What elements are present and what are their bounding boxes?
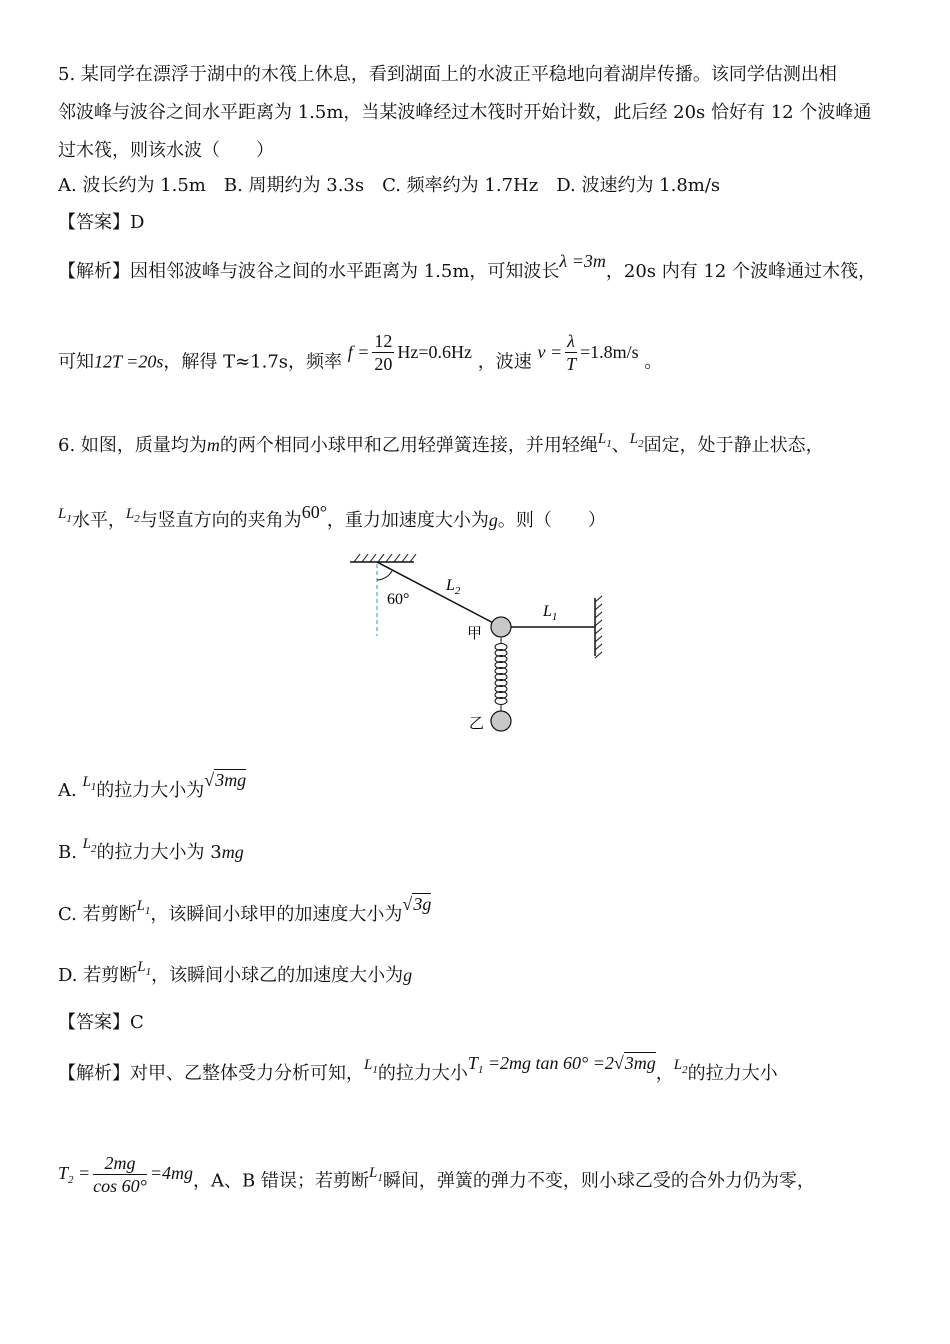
q6-answer: 【答案】C xyxy=(58,1012,144,1033)
optC-value: √3g xyxy=(402,894,432,914)
q5-v-den: T xyxy=(566,354,577,374)
q6-option-d: D. 若剪断$^{L_1}$，该瞬间小球乙的加速度大小为g xyxy=(58,959,413,986)
q5-v-rhs: =1.8m/s xyxy=(579,341,639,362)
an2-L1: L1 xyxy=(368,1164,383,1184)
label-jia: 甲 xyxy=(467,626,483,642)
q5-v-fraction xyxy=(565,330,577,375)
q5-f-rhs: Hz=0.6Hz xyxy=(397,341,473,362)
optB-L2: L2 xyxy=(82,836,97,855)
wall-hatch xyxy=(595,596,602,658)
optA-value: √3mg xyxy=(204,770,247,790)
q6-text: 6. 如图，质量均为 xyxy=(58,435,207,456)
label-yi: 乙 xyxy=(469,716,485,732)
optB-value: mg xyxy=(221,842,244,862)
q6-L2-b: L2 xyxy=(125,506,140,525)
q5-options: A. 波长约为 1.5m B. 周期约为 3.3s C. 频率约为 1.7Hz D. 波速约为 1.8m/s xyxy=(58,175,721,196)
q5-analysis-text2: ，20s 内有 12 个波峰通过木筏， xyxy=(605,261,877,282)
angle-label: 60° xyxy=(387,591,410,608)
q5-speed-formula xyxy=(537,331,645,374)
q6-L1: L1 xyxy=(597,431,612,450)
q5-text-e: ，波速 xyxy=(477,351,532,373)
q6-text-c: 固定，处于静止状态， xyxy=(643,435,824,456)
q5-line1: 5. 某同学在漂浮于湖中的木筏上休息，看到湖面上的水波正平稳地向着湖岸传播。该同学估测出相 xyxy=(58,64,837,85)
q5-f-lhs: f = xyxy=(347,341,370,362)
q5-text-c: 可知 xyxy=(58,351,94,373)
ball-jia xyxy=(491,617,511,637)
angle-arc xyxy=(377,571,392,580)
q5-line2: 邻波峰与波谷之间水平距离为 1.5m，当某波峰经过木筏时开始计数，此后经 20s 恰好有 12 个波峰通 xyxy=(58,102,872,123)
q6-sep: 、 xyxy=(611,435,630,456)
q5-line3: 过木筏，则该水波（ ） xyxy=(58,140,274,161)
optD-value: g xyxy=(403,965,413,985)
q5-text-f: 。 xyxy=(644,351,663,373)
q5-v-num: λ xyxy=(567,331,575,351)
optA-L1: L1 xyxy=(82,774,97,793)
q6-line2 xyxy=(58,502,606,540)
q6-text-2b: 与竖直方向的夹角为 xyxy=(139,510,302,531)
q5-eq1: 12T =20s xyxy=(94,351,164,372)
q6-text-2d: 。则（ ） xyxy=(497,510,606,531)
q6-text-b: 的两个相同小球甲和乙用轻弹簧连接，并用轻绳 xyxy=(219,435,598,456)
q6-text-2c: ，重力加速度大小为 xyxy=(326,510,489,531)
ball-yi xyxy=(491,711,511,731)
q6-option-b: B. $^{L_2}$的拉力大小为 3mg xyxy=(58,836,244,863)
q5-f-fraction xyxy=(372,330,394,375)
an-T1-eq: $T_1 =2mg$ tan 60° =2√3mg xyxy=(467,1053,656,1076)
label-L1: $L_1$ xyxy=(543,603,558,623)
q5-answer: 【答案】D xyxy=(58,212,145,233)
q5-analysis-line2 xyxy=(58,331,663,385)
optC-L1: L1 xyxy=(136,898,151,917)
q6-analysis-line2: $T_2$ = $\frac{2mg}{\cos 60^\circ}$ =4mg，A、B 错误；若剪断$^{L_1}$瞬间，弹簧的弹力不变，则小球乙受的合外力仍为零， xyxy=(58,1153,815,1196)
q6-figure xyxy=(340,550,620,740)
q5-analysis-line1 xyxy=(58,251,877,285)
spring xyxy=(495,638,507,711)
q5-analysis-text: 【解析】因相邻波峰与波谷之间的水平距离为 1.5m，可知波长 xyxy=(58,261,560,282)
an-T2-eq: $T_2$ = $\frac{2mg}{\cos 60^\circ}$ =4mg xyxy=(58,1153,194,1196)
q5-v-lhs: v = xyxy=(537,341,563,362)
q6-analysis-line1: 【解析】对甲、乙整体受力分析可知，$^{L_1}$的拉力大小$T_1 =2mg$ tan 60° =2√3mg，$^{L_2}$的拉力大小 xyxy=(58,1053,778,1084)
q6-L2: L2 xyxy=(629,431,644,450)
q6-option-a: A. $^{L_1}$的拉力大小为√3mg xyxy=(58,770,247,801)
q6-option-c: C. 若剪断$^{L_1}$，该瞬间小球甲的加速度大小为√3g xyxy=(58,894,432,925)
optD-L1: L1 xyxy=(137,959,152,978)
q6-line1 xyxy=(58,432,824,465)
q5-f-num: 12 xyxy=(374,331,393,351)
ceiling-hatch xyxy=(354,554,416,562)
an-L2: L2 xyxy=(673,1057,688,1076)
q6-angle: 60° xyxy=(301,502,327,522)
q5-lambda-eq: λ =3m xyxy=(559,251,606,271)
q6-text-2a: 水平， xyxy=(71,510,126,531)
label-L2: $L_2$ xyxy=(446,577,461,597)
q5-f-den: 20 xyxy=(374,354,393,374)
q6-m: m xyxy=(206,435,220,455)
q6-g: g xyxy=(488,510,498,530)
q5-freq-formula xyxy=(347,331,478,374)
an-L1: L1 xyxy=(364,1057,378,1076)
q5-text-d: ，解得 T≈1.7s，频率 xyxy=(163,351,343,373)
q6-L1-b: L1 xyxy=(58,506,72,525)
